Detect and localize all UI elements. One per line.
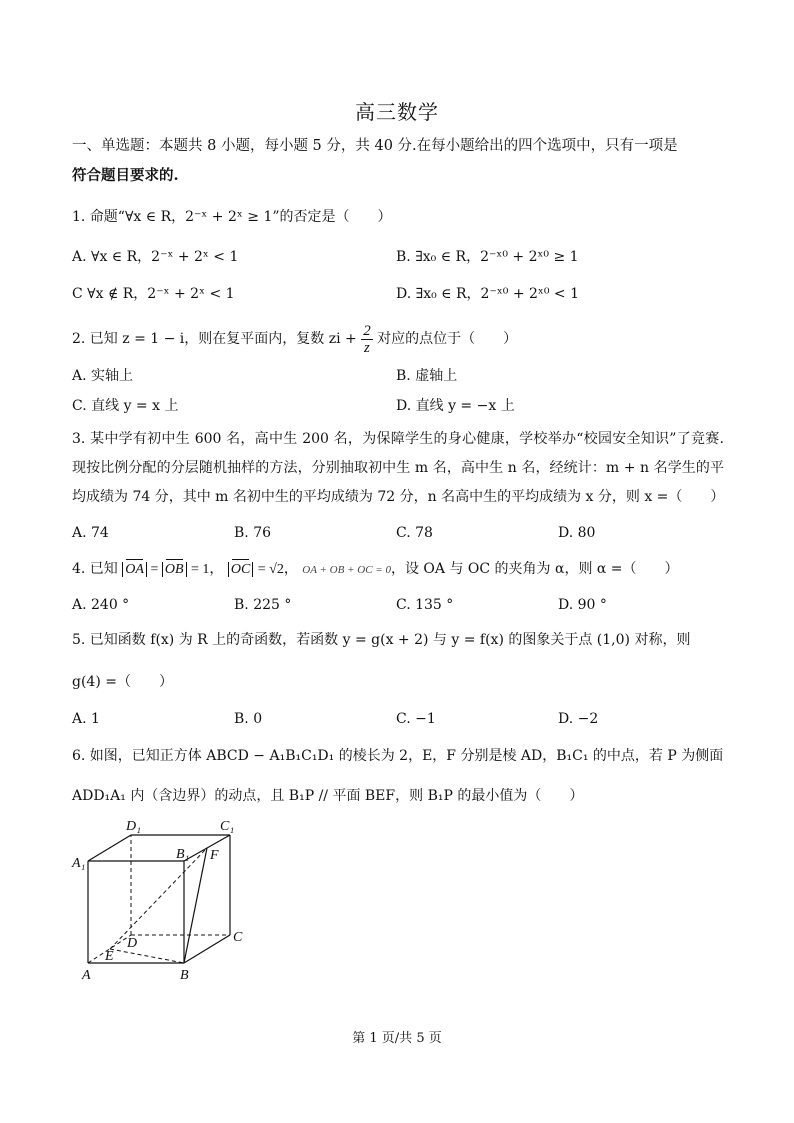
q5-option-a[interactable]: A. 1	[72, 711, 100, 727]
label-b: B	[180, 968, 189, 983]
edge-a1-d1	[88, 835, 131, 861]
q2-option-c[interactable]: C. 直线 y = x 上	[72, 398, 179, 414]
edge-b-c	[184, 935, 230, 963]
q1-stem: 1. 命题“∀x ∈ R，2⁻ˣ + 2ˣ ≥ 1”的否定是（ ）	[72, 209, 392, 225]
q5-option-d[interactable]: D. −2	[558, 711, 599, 727]
q4-vec-sum: OA + OB + OC = 0	[302, 564, 391, 576]
segment-b-f	[184, 848, 207, 963]
q4-option-c[interactable]: C. 135 °	[396, 597, 454, 613]
section-header-line2: 符合题目要求的.	[72, 167, 179, 184]
q4-abs-oa	[122, 562, 147, 577]
label-c1: C₁	[220, 819, 235, 834]
q6-stem-line1: 6. 如图，已知正方体 ABCD − A₁B₁C₁D₁ 的棱长为 2，E，F 分别是棱 AD，B₁C₁ 的中点，若 P 为侧面	[72, 748, 724, 764]
q5-option-c[interactable]: C. −1	[396, 711, 436, 727]
q4-abs-ob	[162, 562, 187, 577]
q5-option-b[interactable]: B. 0	[234, 711, 263, 727]
page-title: 高三数学	[355, 100, 439, 124]
label-a: A	[82, 968, 91, 983]
label-c: C	[233, 930, 243, 945]
q4-eq1: = 1，	[190, 562, 224, 577]
label-b1: B₁	[176, 847, 190, 862]
q4-abs-oc	[228, 562, 253, 577]
q2-stem-a: 2. 已知 z = 1 − i，则在复平面内，复数 zi +	[72, 331, 357, 347]
q3-option-d[interactable]: D. 80	[558, 525, 596, 541]
q4-stem: 4. 已知 OA = OB = 1， OC = √2， OA + OB + OC = 0，设 OA 与 OC 的夹角为 α，则 α =（ ）	[72, 557, 679, 582]
q4-stem-b: ，设 OA 与 OC 的夹角为 α，则 α =（ ）	[390, 561, 679, 577]
section-header-line1: 一、单选题：本题共 8 小题，每小题 5 分，共 40 分.在每小题给出的四个选项中，只有一项是	[72, 138, 678, 154]
q4-vec-oc: OC	[231, 558, 250, 582]
q2-fraction	[361, 323, 373, 356]
hidden-segment-e-f	[110, 848, 207, 949]
q1-option-d[interactable]: D. ∃x₀ ∈ R，2⁻ˣ⁰ + 2ˣ⁰ < 1	[396, 286, 579, 302]
q4-stem-a: 4. 已知	[72, 561, 118, 577]
q1-option-c[interactable]: C ∀x ∉ R，2⁻ˣ + 2ˣ < 1	[72, 286, 235, 302]
q4-eq2: = √2，	[257, 562, 298, 577]
q4-vec-ob: OB	[165, 558, 184, 582]
q4-option-b[interactable]: B. 225 °	[234, 597, 292, 613]
q4-option-d[interactable]: D. 90 °	[558, 597, 607, 613]
q1-option-a[interactable]: A. ∀x ∈ R，2⁻ˣ + 2ˣ < 1	[72, 249, 239, 265]
q2-option-a[interactable]: A. 实轴上	[72, 368, 134, 384]
label-a1: A₁	[72, 856, 86, 871]
q1-option-b[interactable]: B. ∃x₀ ∈ R，2⁻ˣ⁰ + 2ˣ⁰ ≥ 1	[396, 249, 579, 265]
q2-stem-b: 对应的点位于（ ）	[377, 331, 518, 347]
q3-stem: 3. 某中学有初中生 600 名，高中生 200 名，为保障学生的身心健康，学校举办“校园安全知识”了竞赛.现按比例分配的分层随机抽样的方法，分别抽取初中生 m 名，高中生 n 名，经统计：m + n 名学生的平均成绩为 74 分，其中 m 名初中生的平均成绩为 72 分，n 名高中生的平均成绩为 x 分，则 x =（ ）	[72, 431, 725, 505]
q2-option-b[interactable]: B. 虚轴上	[396, 368, 458, 384]
label-d: D	[127, 936, 138, 951]
label-e: E	[105, 949, 114, 964]
q5-stem-line1: 5. 已知函数 f(x) 为 R 上的奇函数，若函数 y = g(x + 2) 与 y = f(x) 的图象关于点 (1,0) 对称，则	[72, 632, 691, 648]
q6-stem-line2: ADD₁A₁ 内（含边界）的动点，且 B₁P // 平面 BEF，则 B₁P 的最小值为（ ）	[72, 788, 584, 804]
hidden-segment-e-b	[110, 949, 184, 963]
label-d1: D₁	[126, 819, 141, 834]
q2-frac-den: z	[364, 339, 370, 356]
q2-frac-num: 2	[363, 322, 371, 339]
q2-option-d[interactable]: D. 直线 y = −x 上	[396, 398, 515, 414]
q4-option-a[interactable]: A. 240 °	[72, 597, 130, 613]
q3-option-c[interactable]: C. 78	[396, 525, 433, 541]
q5-stem-line2: g(4) =（ ）	[72, 674, 173, 690]
cube-figure	[70, 815, 260, 985]
label-f: F	[210, 848, 219, 863]
q4-vec-oa: OA	[125, 558, 144, 582]
section-header	[72, 131, 724, 191]
q3-option-b[interactable]: B. 76	[234, 525, 272, 541]
q3-option-a[interactable]: A. 74	[72, 525, 109, 541]
page-footer: 第 1 页/共 5 页	[352, 1031, 442, 1046]
q2-stem	[72, 321, 517, 357]
